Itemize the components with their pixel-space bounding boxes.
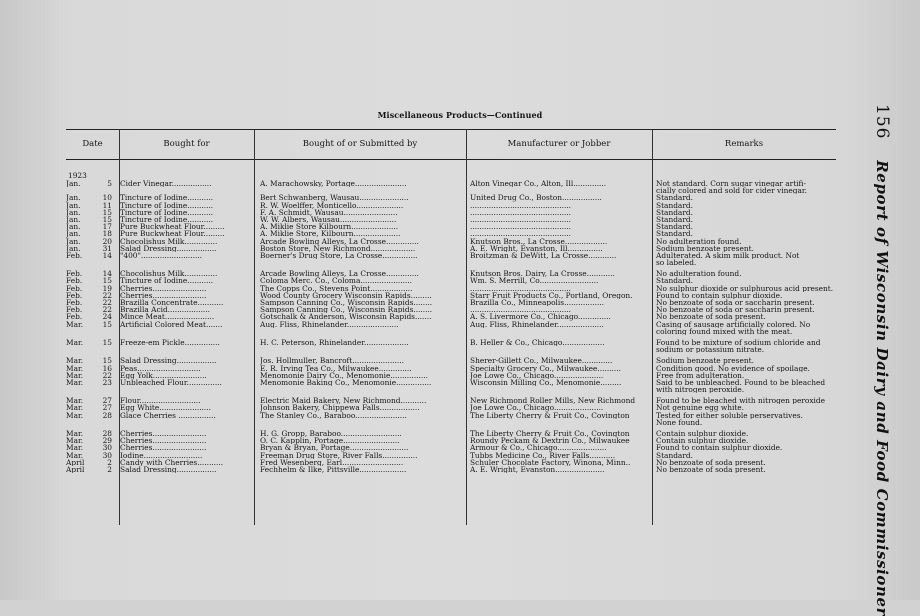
row-day: 11 [102, 201, 112, 209]
row-month: Feb. [66, 277, 83, 285]
row-remarks: Not genuine egg white. [656, 404, 745, 412]
row-manufacturer: Schuler Chocolate Factory, Winona, Minn.. [470, 458, 631, 466]
row-month: Mar. [66, 437, 84, 445]
row-bought-of: Gotschalk & Anderson, Wisconsin Rapids....... [260, 313, 432, 321]
row-manufacturer: Joe Lowe Co., Chicago..................... [470, 404, 604, 412]
row-month: Jan. [66, 201, 81, 209]
table-row [66, 252, 836, 259]
row-remarks: Tested for either soluble perservatives. [656, 411, 803, 419]
row-remarks: No benzoate of soda present. [656, 458, 766, 466]
row-remarks: so labeled. [656, 259, 697, 267]
row-day: 27 [102, 397, 112, 405]
row-manufacturer: B. Heller & Co., Chicago.................. [470, 338, 605, 347]
table-row-continuation [66, 187, 836, 194]
row-manufacturer: Armour & Co., Chicago..................... [470, 444, 607, 452]
row-bought-of: R. W. Woelffer, Monticello.................... [260, 201, 404, 209]
row-remarks: No benzoate of soda present. [656, 313, 766, 321]
header-rule [66, 159, 836, 160]
row-remarks: Standard. [656, 194, 693, 202]
row-day: 15 [102, 338, 112, 347]
row-day: 23 [102, 378, 112, 387]
row-remarks: Free from adulteration. [656, 371, 745, 379]
table-row [66, 245, 836, 252]
row-bought-of: H. G. Gropp, Baraboo.......................... [260, 430, 402, 438]
row-month: April [66, 458, 85, 466]
table-row [66, 209, 836, 216]
row-month: Mar. [66, 430, 84, 438]
table-row [66, 180, 836, 187]
header-bought-for: Bought for [163, 139, 210, 149]
row-remarks: Standard. [656, 208, 693, 216]
table-row [66, 357, 836, 364]
row-month: Jan. [66, 223, 81, 231]
row-manufacturer: Aug. Fliss, Rhinelander.................... [470, 320, 604, 328]
row-bought-for: Tincture of Iodine........... [120, 208, 214, 216]
table-row [66, 372, 836, 379]
table-row [66, 313, 836, 320]
row-month: Jan. [66, 230, 81, 238]
table-row [66, 379, 836, 386]
row-bought-of: The Copps Co., Stevens Point.................. [260, 284, 413, 292]
row-bought-for: Iodine......................... [120, 451, 203, 459]
row-month: Feb. [66, 291, 83, 300]
row-manufacturer: United Drug Co., Boston................. [470, 194, 602, 202]
table-row [66, 216, 836, 223]
row-manufacturer: Starr Fruit Products Co., Portland, Oregon. [470, 291, 633, 300]
row-remarks: Said to be unbleached. Found to be bleached [656, 378, 826, 387]
table-row [66, 444, 836, 451]
row-month: Mar. [66, 338, 84, 347]
table-row [66, 412, 836, 419]
row-bought-of: Boerner's Drug Store, La Crosse............... [260, 251, 418, 260]
row-bought-for: Brazilla Acid.................. [120, 306, 210, 314]
row-bought-of: Wood County Grocery Wisconsin Rapids......... [260, 291, 432, 300]
row-day: 27 [102, 404, 112, 412]
row-bought-for: Egg White...................... [120, 404, 211, 412]
row-month: Feb. [66, 313, 83, 321]
row-remarks: No adulteration found. [656, 270, 742, 278]
row-manufacturer: Brazilla Co., Minneapolis................. [470, 299, 605, 307]
row-day: 10 [102, 194, 112, 202]
row-month: Feb. [66, 299, 83, 307]
row-bought-of: Sampson Canning Co., Wisconsin Rapids........ [260, 306, 433, 314]
row-day: 22 [102, 371, 112, 379]
row-day: 29 [102, 437, 112, 445]
row-bought-of: Aug. Fliss, Rhinelander...................... [260, 320, 399, 328]
row-bought-for: Tincture of Iodine........... [120, 277, 214, 285]
header-date: Date [82, 139, 103, 149]
row-manufacturer: A. S. Livermore Co., Chicago.............. [470, 313, 611, 321]
header-bought-of: Bought of or Submitted by [302, 139, 418, 149]
row-bought-of: A. Miklie Store, Kilbourn.................... [260, 230, 401, 238]
row-month: Mar. [66, 451, 84, 459]
row-month: Mar. [66, 320, 84, 328]
row-day: 28 [102, 411, 112, 419]
row-month: Feb. [66, 306, 83, 314]
row-remarks: None found. [656, 418, 703, 427]
row-month: Mar. [66, 411, 84, 419]
row-remarks: Not standard. Corn sugar vinegar artifi- [656, 180, 806, 188]
row-bought-for: Tincture of Iodine........... [120, 194, 214, 202]
row-manufacturer: The Liberty Cherry & Fruit Co., Covington [470, 430, 630, 438]
row-bought-of: Sampson Canning Co., Wisconsin Rapids........ [260, 299, 433, 307]
table-row [66, 404, 836, 411]
row-remarks: Standard. [656, 451, 693, 459]
header-manufacturer: Manufacturer or Jobber [507, 139, 611, 149]
row-remarks: Standard. [656, 223, 693, 231]
row-month: Mar. [66, 371, 84, 379]
row-bought-for: Salad Dressing................. [120, 244, 217, 252]
row-bought-of: Arcade Bowling Alleys, La Crosse.............. [260, 237, 419, 245]
row-bought-for: Flour.......................... [120, 397, 201, 405]
row-bought-for: Freeze-em Pickle............... [120, 338, 220, 347]
row-remarks: Contain sulphur dioxide. [656, 437, 749, 445]
row-manufacturer: Tubbs Medicine Co., River Falls........... [470, 451, 616, 459]
table-row [66, 277, 836, 284]
row-bought-of: Arcade Bowling Alleys, La Crosse.............. [260, 270, 419, 278]
row-bought-for: Egg Yolk....................... [120, 371, 207, 379]
row-month: Feb. [66, 270, 83, 278]
row-manufacturer: ........................................... [470, 201, 572, 209]
row-bought-of: Coloma Merc. Co., Coloma...................... [260, 277, 413, 285]
table-row [66, 459, 836, 466]
row-remarks: Standard. [656, 230, 693, 238]
row-month: Mar. [66, 378, 84, 387]
row-day: 16 [102, 364, 112, 372]
row-remarks: No adulteration found. [656, 237, 742, 245]
row-day: 28 [102, 430, 112, 438]
row-bought-for: Mince Meat..................... [120, 313, 215, 321]
row-day: 24 [102, 313, 112, 321]
row-remarks: Adulterated. A skim milk product. Not [656, 251, 800, 260]
row-month: April [66, 465, 85, 474]
row-remarks: cially colored and sold for cider vinegar. [656, 187, 807, 195]
row-bought-for: Artificial Colored Meat....... [120, 320, 223, 328]
row-bought-of: Fechhelm & Ilke, Pittsville.................... [260, 465, 407, 474]
row-remarks: Condition good. No evidence of spoilage. [656, 364, 810, 372]
table-row [66, 452, 836, 459]
row-day: 19 [102, 284, 112, 292]
table-row-continuation [66, 346, 836, 353]
row-day: 22 [102, 299, 112, 307]
table-row-continuation [66, 259, 836, 266]
row-bought-for: Cherries....................... [120, 444, 207, 452]
row-remarks: Casing of sausage artificially colored. No [656, 320, 811, 328]
row-bought-for: Salad Dressing................. [120, 465, 217, 474]
row-day: 15 [102, 320, 112, 328]
row-remarks: Found to be bleached with nitrogen peroxide [656, 397, 826, 405]
table-row [66, 339, 836, 346]
row-bought-for: Pure Buckwheat Flour......... [120, 230, 225, 238]
row-bought-for: Tincture of Iodine........... [120, 201, 214, 209]
row-manufacturer: Roundy Peckam & Dextrin Co., Milwaukee [470, 437, 630, 445]
table-row-continuation [66, 328, 836, 335]
row-remarks: coloring found mixed with the meat. [656, 327, 793, 335]
table-row-continuation [66, 386, 836, 393]
row-day: 15 [102, 208, 112, 216]
row-remarks: Contain sulphur dioxide. [656, 430, 749, 438]
row-manufacturer: Joe Lowe Co., Chicago..................... [470, 371, 604, 379]
row-manufacturer: ........................................... [470, 208, 572, 216]
row-manufacturer: ........................................... [470, 230, 572, 238]
row-manufacturer: New Richmond Roller Mills, New Richmond [470, 397, 636, 405]
table-row [66, 230, 836, 237]
row-bought-of: Freeman Drug Store, River Falls............... [260, 451, 418, 459]
row-day: 14 [102, 251, 112, 260]
row-day: 22 [102, 306, 112, 314]
row-remarks: Found to contain sulphur dioxide. [656, 291, 783, 300]
row-bought-of: Electric Maid Bakery, New Richmond........... [260, 397, 427, 405]
row-day: 30 [102, 451, 112, 459]
table-row-continuation [66, 419, 836, 426]
row-remarks: No sulphur dioxide or sulphurous acid present. [656, 284, 834, 292]
row-day: 14 [102, 270, 112, 278]
row-remarks: Standard. [656, 215, 693, 224]
row-remarks: sodium or potassium nitrate. [656, 346, 765, 354]
table-row [66, 365, 836, 372]
row-month: Mar. [66, 404, 84, 412]
row-manufacturer: A. E. Wright, Evanston..................... [470, 465, 605, 474]
row-manufacturer: The Liberty Cherry & Fruit Co., Covington [470, 411, 630, 419]
row-bought-for: Cherries....................... [120, 430, 207, 438]
row-bought-of: F. A. Schmidt, Wausau....................... [260, 208, 398, 216]
records-table [66, 172, 836, 473]
row-manufacturer: Wm. S. Merrill, Co......................... [470, 277, 599, 285]
table-caption: Miscellaneous Products—Continued [377, 110, 543, 120]
row-bought-for: Unbleached Flour............... [120, 378, 222, 387]
row-bought-for: Cherries....................... [120, 437, 207, 445]
row-bought-of: Boston Store, New Richmond................... [260, 244, 416, 252]
row-month: Feb. [66, 284, 83, 292]
row-month: Mar. [66, 444, 84, 452]
row-manufacturer: Alton Vinegar Co., Alton, Ill.............. [470, 180, 607, 188]
row-bought-for: Chocolishus Milk.............. [120, 270, 218, 278]
row-bought-of: Menomonie Baking Co., Menomonie............... [260, 378, 432, 387]
row-bought-for: Chocolishus Milk.............. [120, 237, 218, 245]
row-day: 2 [107, 458, 112, 466]
row-bought-of: Bert Schwanberg, Wausau..................... [260, 194, 409, 202]
top-rule [66, 129, 836, 130]
row-month: Mar. [66, 364, 84, 372]
row-manufacturer: ........................................... [470, 284, 572, 292]
row-manufacturer: Wisconsin Milling Co., Menomonie......... [470, 378, 622, 387]
row-manufacturer: A. E. Wright, Evanston, Ill............... [470, 244, 603, 252]
row-day: 15 [102, 357, 112, 365]
row-bought-for: Tincture of Iodine........... [120, 215, 214, 224]
row-month: Mar. [66, 357, 84, 365]
row-bought-for: Candy with Cherries........... [120, 458, 224, 466]
row-bought-for: Glace Cherries ................ [120, 411, 216, 419]
row-bought-of: A. Marachowsky, Portage...................... [260, 180, 407, 188]
row-bought-of: Fred Wesenberg, Earl.......................... [260, 458, 404, 466]
row-bought-of: Bryan & Bryan, Portage......................... [260, 444, 409, 452]
row-bought-of: Menomonie Dairy Co., Menomonie................ [260, 371, 428, 379]
table-row [66, 397, 836, 404]
table-row [66, 430, 836, 437]
row-day: 5 [107, 180, 112, 188]
table-row [66, 321, 836, 328]
row-manufacturer: Knutson Bros. Dairy, La Crosse............ [470, 270, 615, 278]
table-row [66, 223, 836, 230]
row-bought-for: Cherries....................... [120, 291, 207, 300]
row-day: 15 [102, 277, 112, 285]
table-row [66, 306, 836, 313]
table-row [66, 194, 836, 201]
table-row [66, 466, 836, 473]
row-day: 2 [107, 465, 112, 474]
table-row [66, 238, 836, 245]
row-bought-of: A. Miklie Store Kilbourn.................... [260, 223, 399, 231]
row-bought-of: Jos. Hollmuller, Bancroft...................... [260, 357, 404, 365]
row-remarks: Found to contain sulphur dioxide. [656, 444, 783, 452]
row-manufacturer: ........................................... [470, 306, 572, 314]
row-bought-of: E. R. Irving Tea Co., Milwaukee.............. [260, 364, 412, 372]
running-title: Report of Wisconsin Dairy and Food Commissioner [873, 160, 891, 616]
row-bought-for: Cherries....................... [120, 284, 207, 292]
row-bought-for: Cider Vinegar................. [120, 180, 212, 188]
row-remarks: No benzoate of soda or saccharin present. [656, 306, 815, 314]
row-bought-for: Pure Buckwheat Flour......... [120, 223, 225, 231]
row-manufacturer: Sherer-Gillett Co., Milwaukee............. [470, 357, 613, 365]
row-month: Jan. [66, 215, 81, 224]
table-row [66, 299, 836, 306]
year-label: 1923 [68, 171, 87, 180]
row-day: 18 [102, 230, 112, 238]
row-month: Jan. [66, 237, 81, 245]
row-remarks: Standard. [656, 277, 693, 285]
row-month: Feb. [66, 251, 83, 260]
row-bought-for: "400".......................... [120, 251, 202, 260]
row-bought-for: Salad Dressing................. [120, 357, 217, 365]
row-manufacturer: Knutson Bros., La Crosse.................. [470, 237, 608, 245]
row-bought-of: O. C. Kapplin, Portage........................ [260, 437, 400, 445]
row-remarks: Found to be mixture of sodium chloride and [656, 338, 821, 347]
row-remarks: with nitrogen peroxide. [656, 386, 745, 394]
row-remarks: Standard. [656, 201, 693, 209]
row-bought-of: H. C. Peterson, Rhinelander................... [260, 338, 409, 347]
row-month: Jan. [66, 208, 81, 216]
row-remarks: No benzoate of soda or saccharin present. [656, 299, 815, 307]
row-remarks: Sodium benzoate present. [656, 357, 754, 365]
row-day: 31 [102, 244, 112, 252]
row-month: Jan. [66, 194, 81, 202]
row-month: Jan. [66, 244, 81, 252]
table-row [66, 270, 836, 277]
row-day: 17 [102, 223, 112, 231]
row-day: 20 [102, 237, 112, 245]
table-row [66, 437, 836, 444]
row-bought-of: Johnson Bakery, Chippewa Falls................. [260, 404, 420, 412]
row-month: Mar. [66, 397, 84, 405]
row-bought-for: Brazilla Concentrate........... [120, 299, 224, 307]
row-remarks: No benzoate of soda present. [656, 465, 766, 474]
page-number: 156 [872, 104, 892, 140]
row-manufacturer: ........................................... [470, 215, 572, 224]
row-bought-for: Peas........................... [120, 364, 201, 372]
row-day: 30 [102, 444, 112, 452]
row-bought-of: The Stanley Co., Baraboo...................... [260, 411, 407, 419]
row-month: Jan. [66, 180, 81, 188]
row-manufacturer: ........................................... [470, 223, 572, 231]
row-day: 15 [102, 215, 112, 224]
header-remarks: Remarks [724, 139, 764, 149]
row-remarks: Sodium benzoate present. [656, 244, 754, 252]
row-manufacturer: Specialty Grocery Co., Milwaukee.......... [470, 364, 621, 372]
row-day: 22 [102, 291, 112, 300]
table-row [66, 285, 836, 292]
row-bought-of: W. W. Albers, Wausau........................ [260, 215, 397, 224]
row-manufacturer: Broitzman & DeWitt, La Crosse............ [470, 251, 617, 260]
table-row [66, 202, 836, 209]
table-row [66, 292, 836, 299]
